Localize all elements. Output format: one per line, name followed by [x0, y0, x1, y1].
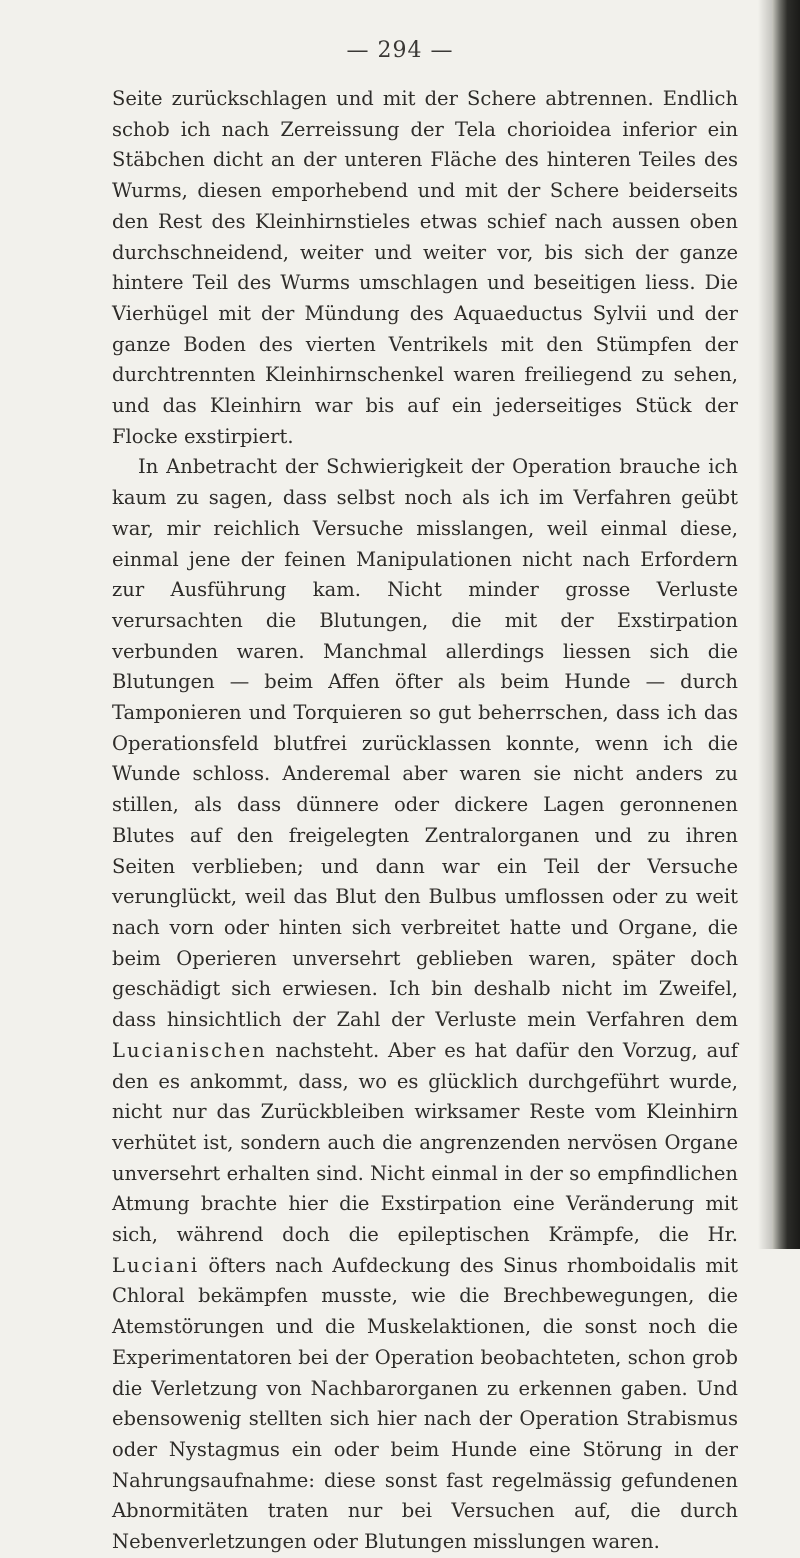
paragraph-2-part-3: öfters nach Aufdeckung des Sinus rhomboidalis mit Chloral bekämpfen musste, wie die Brechbewegungen, die Atemstörungen und die Muskelaktionen, die sonst noch die Experimentatoren bei der Operation beobachteten, schon grob die Verletzung von Nachbarorganen zu erkennen gaben. Und ebensowenig stellten sich hier nach der Operation Strabismus oder Nystagmus ein oder beim Hunde eine Störung in der Nahrungsaufnahme: diese sonst fast regelmässig gefundenen Abnormitäten traten nur bei Versuchen auf, die durch Nebenverletzungen oder Blutungen misslungen waren. [112, 1253, 738, 1554]
paragraph-2-part-1: In Anbetracht der Schwierigkeit der Operation brauche ich kaum zu sagen, dass selbst noch als ich im Verfahren geübt war, mir reichlich Versuche misslangen, weil einmal diese, einmal jene der feinen Manipulationen nicht nach Erfordern zur Ausführung kam. Nicht minder grosse Verluste verursachten die Blutungen, die mit der Exstirpation verbunden waren. Manchmal allerdings liessen sich die Blutungen — beim Affen öfter als beim Hunde — durch Tamponieren und Torquieren so gut beherrschen, dass ich das Operationsfeld blutfrei zurücklassen konnte, wenn ich die Wunde schloss. Anderemal aber waren sie nicht anders zu stillen, als dass dünnere oder dickere Lagen geronnenen Blutes auf den freigelegten Zentralorganen und zu ihren Seiten verblieben; und dann war ein Teil der Versuche verunglückt, weil das Blut den Bulbus umflossen oder zu weit nach vorn oder hinten sich verbreitet hatte und Organe, die beim Operieren unversehrt geblieben waren, später doch geschädigt sich erwiesen. Ich bin deshalb nicht im Zweifel, dass hinsichtlich der Zahl der Verluste mein Verfahren dem [112, 455, 738, 1032]
body-text [112, 84, 738, 1558]
binding-shadow [758, 0, 772, 1249]
page-number: — 294 — [346, 38, 454, 63]
paragraph-2-part-2: nachsteht. Aber es hat dafür den Vorzug, auf den es ankommt, dass, wo es glücklich durchgeführt wurde, nicht nur das Zurückbleiben wirksamer Reste vom Kleinhirn verhütet ist, sondern auch die angrenzenden nervösen Organe unversehrt erhalten sind. Nicht einmal in der so empfindlichen Atmung brachte hier die Exstirpation eine Veränderung mit sich, während doch die epileptischen Krämpfe, die Hr. [112, 1038, 738, 1247]
author-name-luciani: Luciani [112, 1253, 200, 1277]
author-name-lucianischen: Lucianischen [112, 1038, 267, 1062]
paragraph-1: Seite zurückschlagen und mit der Schere abtrennen. Endlich schob ich nach Zerreissung der Tela chorioidea inferior ein Stäbchen dicht an der unteren Fläche des hinteren Teiles des Wurms, diesen emporhebend und mit der Schere beiderseits den Rest des Kleinhirnstieles etwas schief nach aussen oben durchschneidend, weiter und weiter vor, bis sich der ganze hintere Teil des Wurms umschlagen und beseitigen liess. Die Vierhügel mit der Mündung des Aquaeductus Sylvii und der ganze Boden des vierten Ventrikels mit den Stümpfen der durchtrennten Kleinhirnschenkel waren freiliegend zu sehen, und das Kleinhirn war bis auf ein jederseitiges Stück der Flocke exstirpiert. [112, 87, 738, 448]
paragraph-2 [112, 452, 738, 1557]
scanned-binding-edge [772, 0, 800, 1249]
